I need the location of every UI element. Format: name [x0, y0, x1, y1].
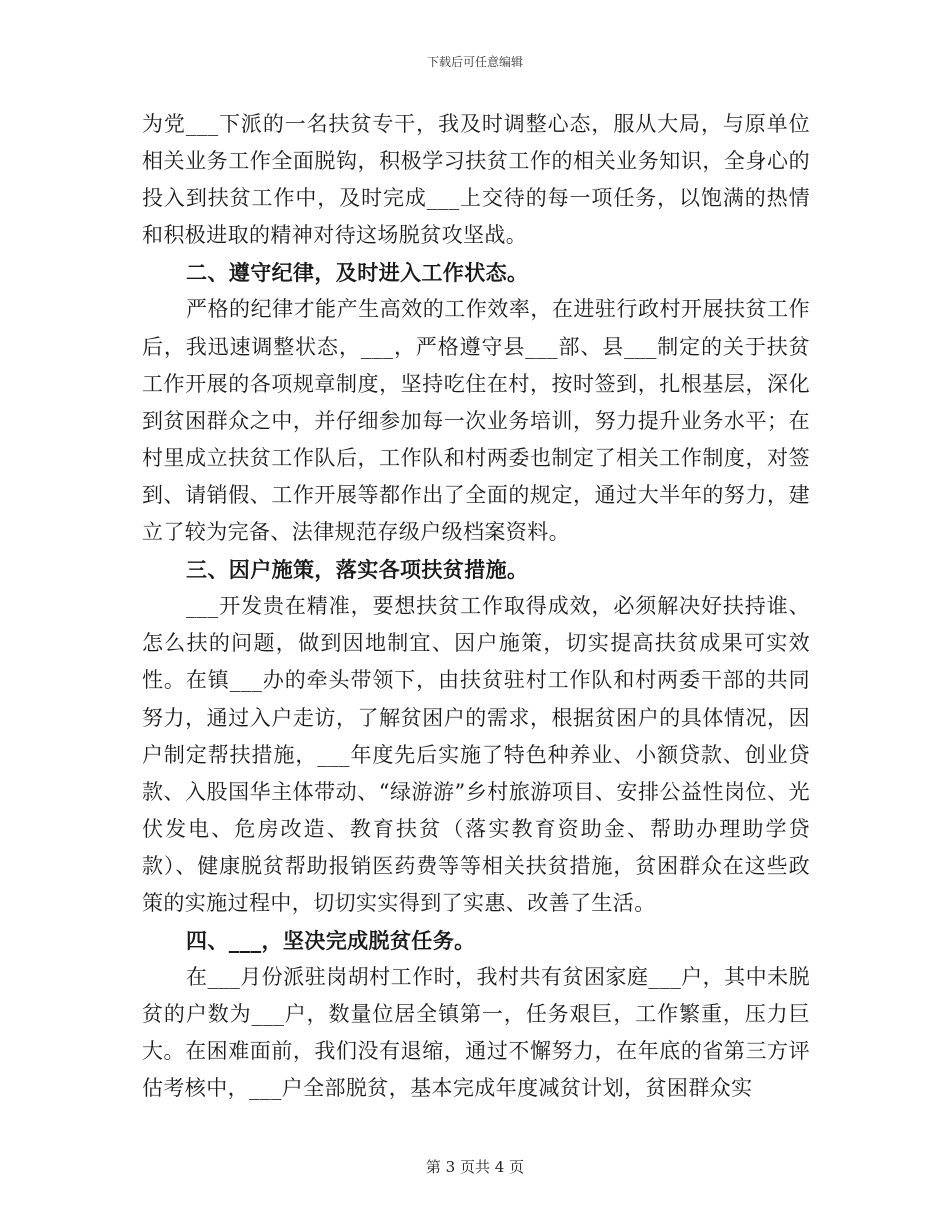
section-heading-2: 二、遵守纪律，及时进入工作状态。 — [186, 260, 529, 286]
paragraph-discipline: 严格的纪律才能产生高效的工作效率，在进驻行政村开展扶贫工作后，我迅速调整状态，___，严格遵守县___部、县___制定的关于扶贫工作开展的各项规章制度，坚持吃住在村，按时签到，扎根基层，深化到贫困群众之中，并仔细参加每一次业务培训，努力提升业务水平；在村里成立扶贫工作队后，工作队和村两委也制定了相关工作制度，对签到、请销假、工作开展等都作出了全面的规定，通过大半年的努力，建立了较为完备、法律规范存级户级档案资料。 — [142, 297, 810, 545]
document-body — [142, 106, 810, 1108]
page-header: 下载后可任意编辑 — [426, 55, 523, 69]
section-heading-4: 四、___，坚决完成脱贫任务。 — [186, 928, 476, 954]
page-footer: 第 3 页共 4 页 — [425, 1158, 525, 1176]
paragraph-continuation: 为党___下派的一名扶贫专干，我及时调整心态，服从大局，与原单位相关业务工作全面脱钩，积极学习扶贫工作的相关业务知识，全身心的投入到扶贫工作中，及时完成___上交待的每一项任务，以饱满的热情和积极进取的精神对待这场脱贫攻坚战。 — [142, 112, 810, 248]
paragraph-tasks: 在___月份派驻岗胡村工作时，我村共有贫困家庭___户，其中未脱贫的户数为___户，数量位居全镇第一，任务艰巨，工作繁重，压力巨大。在困难面前，我们没有退缩，通过不懈努力，在年底的省第三方评估考核中，___户全部脱贫，基本完成年度减贫计划，贫困群众实 — [142, 965, 810, 1101]
paragraph-measures: ___开发贵在精准，要想扶贫工作取得成效，必须解决好扶持谁、怎么扶的问题，做到因地制宜、因户施策，切实提高扶贫成果可实效性。在镇___办的牵头带领下，由扶贫驻村工作队和村两委干部的共同努力，通过入户走访，了解贫困户的需求，根据贫困户的具体情况，因户制定帮扶措施，___年度先后实施了特色种养业、小额贷款、创业贷款、入股国华主体带动、“绿游游”乡村旅游项目、安排公益性岗位、光伏发电、危房改造、教育扶贫（落实教育资助金、帮助办理助学贷款）、健康脱贫帮助报销医药费等等相关扶贫措施，贫困群众在这些政策的实施过程中，切切实实得到了实惠、改善了生活。 — [142, 594, 810, 915]
section-heading-3: 三、因户施策，落实各项扶贫措施。 — [186, 557, 529, 583]
